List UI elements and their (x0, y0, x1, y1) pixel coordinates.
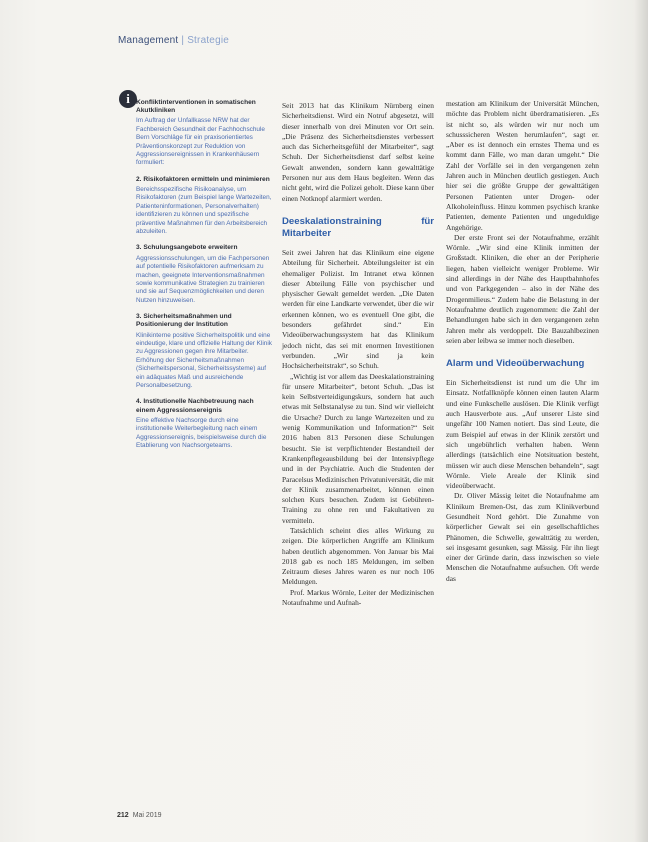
header-section: Management (118, 35, 179, 46)
subheading: Alarm und Videoüberwachung (446, 358, 585, 370)
header-separator: | (181, 35, 185, 46)
sidebar-item (136, 99, 272, 168)
paragraph: Tatsächlich scheint dies alles Wirkung zu zeigen. Die körperlichen Angriffe am Klinikum haben deutlich abgenommen. Von Januar bis Mai 2018 gab es noch 185 Meldungen, im selben Zeitraum dieses Jahres waren es nur noch 106 Meldungen. (282, 525, 434, 587)
page-edge-shadow (634, 0, 648, 842)
paragraph: Seit zwei Jahren hat das Klinikum eine eigene Abteilung für Sicherheit. Abteilungsleiter ist ein ehemaliger Polizist. Im Intranet etwa können dieser Abteilung Fälle von psychischer und physischer Gewalt gemeldet werden. „Die Daten werden für eine Landkarte verwendet, über die wir erkennen können, wo es eventuell One gibt, die besonders gefährdet sind.“ Ein Videoüberwachungssystem hat das Klinikum jedoch nicht, das sei mit enormen Investitionen verbunden. „Wir sind ja kein Hochsicherheitstrakt“, so Schuh. (282, 247, 434, 371)
sidebar-item (136, 398, 272, 450)
sidebar-item-text: Aggressionsschulungen, um die Fachpersonen auf potentielle Risikofaktoren aufmerksam zu machen, geeignete Interventionsmaßnahmen sowie kommunikative Strategien zu trainieren und sie auf Sequenzmöglichkeiten und deren Nutzen hinzuweisen. (136, 254, 270, 304)
paragraph: Prof. Markus Wörnle, Leiter der Medizinischen Notaufnahme und Aufnah- (282, 587, 434, 608)
page-footer (117, 812, 161, 819)
subheading: Deeskalationstraining für Mitarbeiter (282, 215, 434, 239)
article-column-right (446, 99, 599, 584)
sidebar-item (136, 313, 272, 390)
paragraph: Dr. Oliver Mässig leitet die Notaufnahme am Klinikum Bremen-Ost, das zum Klinikverbund Gesundheit Nord gehört. Die Zunahme von körperlicher Gewalt sei ein gesellschaftliches Phänomen, die Schwelle, gewalttätig zu werden, sei insgesamt gesunken, sagt Mässig. Für ihn liegt einer der Gründe darin, dass inzwischen so viele Menschen die Notaufnahme aufsuchen. Oft werde das (446, 491, 599, 583)
paragraph: Der erste Front sei der Notaufnahme, erzählt Wörnle. „Wir sind eine Klinik inmitten der Großstadt. Kliniken, die eher an der Peripherie liegen, haben vielleicht weniger Probleme. Wir sind allerdings in der Nähe des Hauptbahnhofes und von Parkgegenden – also in der Nähe des Drogenmilieus.“ Zudem habe die Belastung in der Notaufnahme deutlich zugenommen: die Zahl der Behandlungen habe sich in den vergangenen zehn Jahren mehr als verdoppelt. Die Bauzahlbezinen seien aber leibwa se immer noch dieselben. (446, 232, 599, 345)
page-number: 212 (117, 812, 129, 819)
header-subsection: Strategie (187, 35, 230, 46)
paragraph: mestation am Klinikum der Universität München, möchte das Problem nicht überdramatisieren. „Es ist nicht so, als würden wir nur noch um schusssicheren Westen herumlaufen“, sagt er. „Aber es ist dennoch ein ernstes Thema und es kommt dann Fälle, wo man daran umgeht.“ Die Zahl der Vorfälle sei in den vergangenen zehn Jahren auch in München deutlich gestiegen. Auch hier sei die größte Gruppe der gewalttätigen Personen Patienten unter Drogen- oder Alkoholeinfluss. Hinzu kommen psychisch kranke Patienten, demente Patienten und ungeduldige Angehörige. (446, 99, 599, 232)
paragraph: „Wichtig ist vor allem das Deeskalationstraining für unsere Mitarbeiter“, betont Schuh. „Das ist kein Selbstverteidigungskurs, sondern hat auch etwas mit Selbstanalyse zu tun. Sind wir vielleicht die Ursache? Durch zu lange Wartezeiten und zu wenig Kommunikation und Information?“ Seit 2016 haben 813 Personen diese Schulungen besucht. Sie ist verpflichtender Bestandteil der Krankenpflegeausbildung bei der Intensivpflege und in der Psychiatrie. Auch die Studenten der Paracelsus Medizinischen Privatuniversität, die mit der Klinik zusammenarbeitet, können einen solchen Kurs besuchen. Zudem ist Gebühren-Training zu ohne ren und Fakultativen zu vermitteln. (282, 371, 434, 525)
magazine-issue: Mai 2019 (132, 812, 162, 819)
info-icon: i (119, 90, 137, 108)
section-header (118, 35, 229, 46)
sidebar-item-title: 4. Institutionelle Nachbetreuung nach einem Aggressionsereignis (136, 398, 254, 414)
paragraph: Seit 2013 hat das Klinikum Nürnberg einen Sicherheitsdienst. Wird ein Notruf abgesetzt, will dieser innerhalb von drei Minuten vor Ort sein. „Die Präsenz des Sicherheitsdienstes verbessert auch das Sicherheitsgefühl der Mitarbeiter“, sagt Schuh. Der Sicherheitsdienst darf selbst keine Gewalt anwenden, sondern kann gewalttätige Personen nur aus dem Haus begleiten. Wenn das nicht geht, wird die Polizei geholt. Diese kann über einen Notknopf alarmiert werden. (282, 101, 434, 203)
sidebar-item (136, 244, 272, 305)
info-sidebar (136, 99, 272, 458)
paragraph: Ein Sicherheitsdienst ist rund um die Uhr im Einsatz. Notfallknöpfe können einen lauten Alarm und eine Funkschelle auslösen. Die Klinik verfügt auch Hausverbote aus. „Auf unserer Liste sind ungefähr 100 Namen notiert. Das sind Leute, die zum Beispiel auf etwas in der Klinik zerstört und sich ungebührlich verhalten haben. Wenn allerdings (tatsächlich eine Notsituation besteht, müssen wir auch diese Menschen behandeln“, sagt Wörnle. Viele Areale der Klinik sind videoüberwacht. (446, 378, 599, 491)
sidebar-item-text: Im Auftrag der Unfallkasse NRW hat der Fachbereich Gesundheit der Fachhochschule Bern Vorschläge für ein praxisorientiertes Präventionskonzept zur Reduktion von Aggressionsereignissen in Krankenhäusern formuliert: (136, 117, 265, 167)
sidebar-item (136, 176, 272, 237)
sidebar-item-title: 3. Schulungsangebote erweitern (136, 244, 238, 252)
sidebar-item-text: Eine effektive Nachsorge durch eine institutionelle Weiterbegleitung nach einem Aggressionsereignis, beispielsweise durch die Etablierung von Nachsorgeteams. (136, 416, 267, 449)
article-column-middle (282, 101, 434, 608)
sidebar-item-text: Klinikinterne positive Sicherheitspolitik und eine eindeutige, klare und offizielle Haltung der Klinik zu Aggressionen gegen ihre Mitarbeiter. Erhöhung der Sicherheitsmaßnahmen (Sicherheitspersonal, Sicherheitssysteme) auf ein adäquates Maß und ausreichende Personalbesetzung. (136, 331, 272, 389)
sidebar-item-title: Konfliktinterventionen in somatischen Akutkliniken (136, 99, 256, 115)
sidebar-item-text: Bereichsspezifische Risikoanalyse, um Risikofaktoren (zum Beispiel lange Wartezeiten, Patienteninformationen, Personalverhalten) identifizieren zu können und spezifische präventive Maßnahmen für den Arbeitsbereich abzuleiten. (136, 186, 272, 236)
sidebar-item-title: 3. Sicherheitsmaßnahmen und Positionierung der Institution (136, 313, 232, 329)
sidebar-item-title: 2. Risikofaktoren ermitteln und minimieren (136, 175, 270, 183)
